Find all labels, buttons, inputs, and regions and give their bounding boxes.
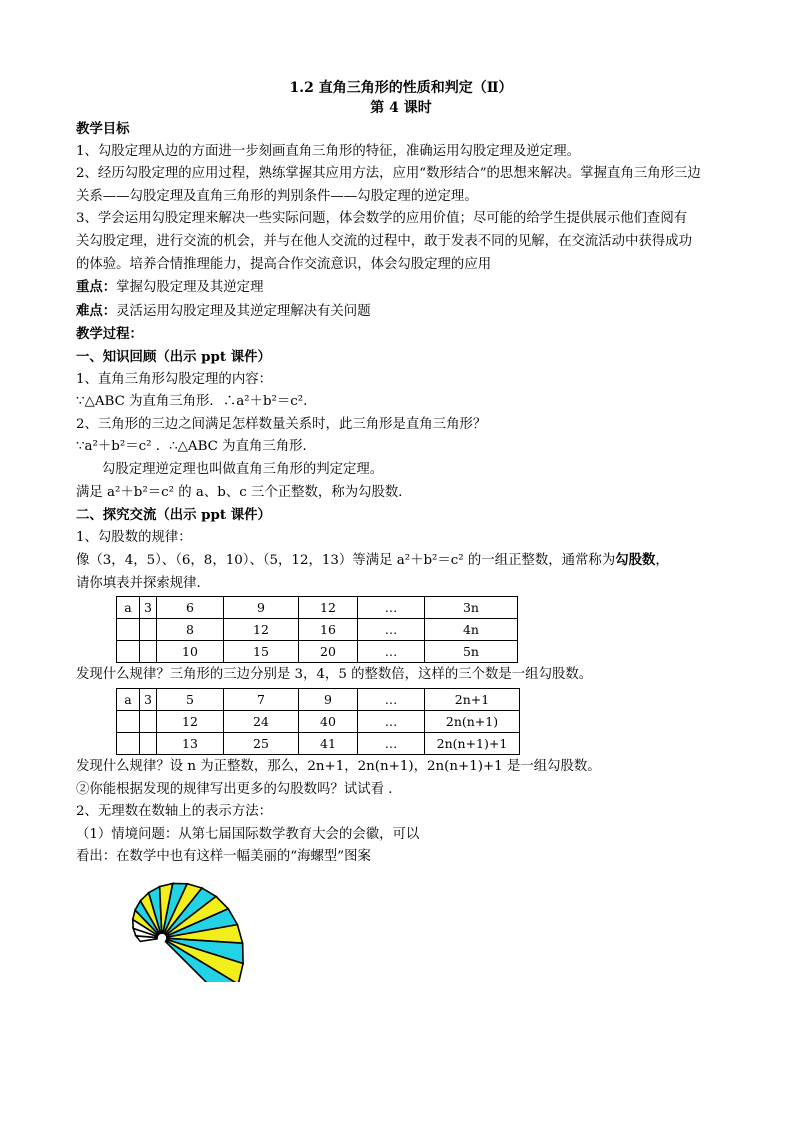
table-cell [117, 641, 140, 663]
page-title: 1.2 直角三角形的性质和判定（Ⅱ） [289, 80, 513, 96]
table-cell: 3n [425, 597, 518, 619]
table-cell: … [358, 619, 425, 641]
key-point [76, 276, 726, 300]
table-row [117, 689, 520, 711]
table-cell: … [358, 597, 425, 619]
table-cell: … [358, 689, 425, 711]
objective-3c: 的体验。培养合情推理能力，提高合作交流意识，体会勾股定理的应用 [76, 256, 492, 272]
pythagorean-triple-term: 勾股数 [615, 552, 656, 569]
table-cell: 6 [157, 597, 224, 619]
s2-line-2 [76, 549, 726, 573]
objectives-heading: 教学目标 [76, 121, 130, 137]
table-cell: 5n [425, 641, 518, 663]
table-cell: 2n+1 [425, 689, 520, 711]
s2-line-9: 看出：在数学中也有这样一幅美丽的“海螺型”图案 [76, 849, 371, 865]
s2-line-4: 发现什么规律？三角形的三边分别是 3，4，5 的整数倍，这样的三个数是一组勾股数。 [76, 667, 593, 683]
objective-3b: 关勾股定理，进行交流的机会，并与在他人交流的过程中，敢于发表不同的见解，在交流活动中获得成功 [76, 233, 692, 249]
table-cell: 7 [224, 689, 299, 711]
lesson-page [76, 78, 726, 869]
table-cell: 3 [140, 597, 157, 619]
table-cell: 2n(n+1) [425, 711, 520, 733]
objective-1: 1、勾股定理从边的方面进一步刻画直角三角形的特征，准确运用勾股定理及逆定理。 [76, 143, 580, 159]
table-cell: a [117, 597, 140, 619]
table-row [117, 597, 518, 619]
s1-line-2: ∵△ABC 为直角三角形．∴a²＋b²＝c². [76, 394, 308, 410]
s2-line-6: ②你能根据发现的规律写出更多的勾股数吗？试试看 ． [76, 781, 402, 797]
s1-line-3: 2、三角形的三边之间满足怎样数量关系时，此三角形是直角三角形？ [76, 416, 487, 432]
table-row [117, 733, 520, 755]
table-cell: 41 [299, 733, 358, 755]
s2-line-1: 1、勾股数的规律： [76, 529, 192, 545]
table-row [117, 641, 518, 663]
table-cell: 12 [299, 597, 358, 619]
table-cell: 25 [224, 733, 299, 755]
table-cell: 12 [157, 711, 224, 733]
difficulty-label: 难点： [76, 302, 117, 319]
table-row [117, 711, 520, 733]
table-cell [140, 711, 157, 733]
objective-3a: 3、学会运用勾股定理来解决一些实际问题，体会数学的应用价值；尽可能的给学生提供展示他们查阅有 [76, 211, 688, 227]
s2-line-3: 请你填表并探索规律． [76, 575, 210, 591]
table-cell: 3 [140, 689, 157, 711]
table-cell: a [117, 689, 140, 711]
table-cell [117, 619, 140, 641]
s2-line-2-text: 像（3，4，5）、（6，8，10）、（5，12，13）等满足 a²＋b²＝c² 的一组正整数，通常称为 [76, 553, 616, 569]
key-text: 掌握勾股定理及其逆定理 [116, 280, 264, 296]
table-cell: … [358, 733, 425, 755]
objective-2b: 关系——勾股定理及直角三角形的判别条件——勾股定理的逆定理。 [76, 188, 478, 204]
s1-line-5: 勾股定理逆定理也叫做直角三角形的判定定理。 [102, 461, 384, 477]
s2-line-2-comma: ， [655, 553, 669, 569]
table-cell [140, 641, 157, 663]
table-cell [117, 711, 140, 733]
section-1-heading: 一、知识回顾（出示 ppt 课件） [76, 348, 271, 365]
difficulty-text: 灵活运用勾股定理及其逆定理解决有关问题 [116, 303, 371, 319]
triples-table-1 [116, 596, 518, 663]
table-cell [140, 619, 157, 641]
table-cell: 24 [224, 711, 299, 733]
table-cell [140, 733, 157, 755]
table-cell: 9 [224, 597, 299, 619]
table-cell [117, 733, 140, 755]
table-cell: 2n(n+1)+1 [425, 733, 520, 755]
table-cell: 13 [157, 733, 224, 755]
objective-2a: 2、经历勾股定理的应用过程，熟练掌握其应用方法，应用“数形结合”的思想来解决。掌握直角三角形三边 [76, 166, 701, 182]
table-cell: 10 [157, 641, 224, 663]
page-subtitle: 第 4 课时 [370, 100, 432, 116]
triples-table-2 [116, 688, 520, 755]
table-cell: … [358, 711, 425, 733]
s1-line-1: 1、直角三角形勾股定理的内容： [76, 371, 272, 387]
table-cell: 9 [299, 689, 358, 711]
table-cell: 12 [224, 619, 299, 641]
table-cell: 8 [157, 619, 224, 641]
table-cell: 40 [299, 711, 358, 733]
table-cell: 20 [299, 641, 358, 663]
s2-line-5: 发现什么规律？设 n 为正整数，那么，2n+1，2n(n+1)，2n(n+1)+1 是一组勾股数。 [76, 759, 601, 775]
table-cell: 15 [224, 641, 299, 663]
table-cell: 5 [157, 689, 224, 711]
key-label: 重点： [76, 279, 117, 296]
process-heading: 教学过程： [76, 326, 143, 343]
table-row [117, 619, 518, 641]
table-cell: … [358, 641, 425, 663]
s1-line-4: ∵a²＋b²＝c² ．∴△ABC 为直角三角形． [76, 439, 316, 455]
difficulty [76, 300, 726, 324]
s2-line-8: （1）情境问题：从第七届国际数学教育大会的会徽，可以 [76, 826, 420, 842]
section-2-heading: 二、探究交流（出示 ppt 课件） [76, 507, 271, 524]
table-cell: 16 [299, 619, 358, 641]
s1-line-6: 满足 a²＋b²＝c² 的 a、b、c 三个正整数，称为勾股数． [76, 484, 412, 500]
s2-line-7: 2、无理数在数轴上的表示方法： [76, 804, 272, 820]
sea-snail-spiral-figure [78, 862, 248, 982]
table-cell: 4n [425, 619, 518, 641]
